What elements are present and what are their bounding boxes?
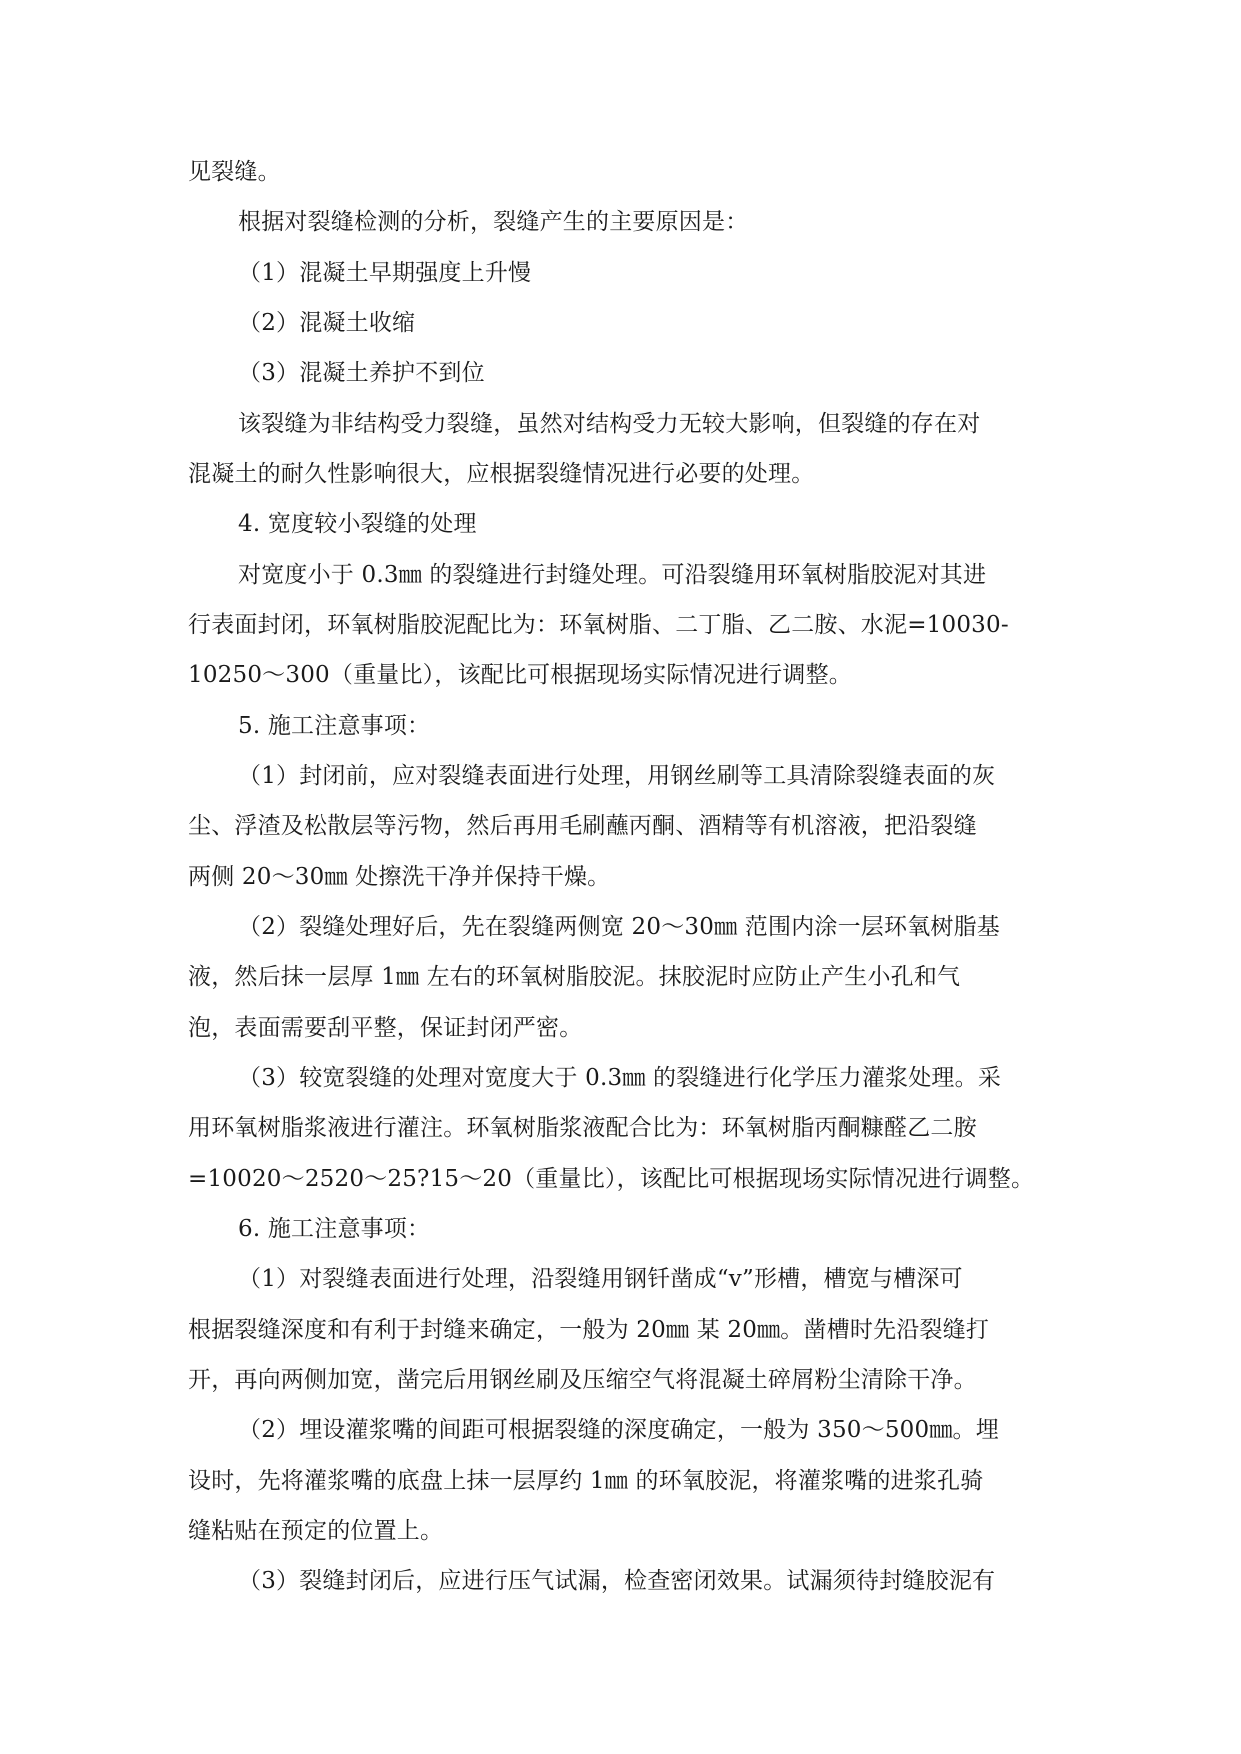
text-line: 见裂缝。 (188, 159, 281, 185)
text-line: 根据对裂缝检测的分析，裂缝产生的主要原因是： (238, 209, 749, 235)
text-line: 液，然后抹一层厚 1㎜ 左右的环氧树脂胶泥。抹胶泥时应防止产生小孔和气 (188, 964, 961, 990)
text-line: 用环氧树脂浆液进行灌注。环氧树脂浆液配合比为：环氧树脂丙酮糠醛乙二胺 (188, 1115, 977, 1141)
text-line: 10250～300（重量比），该配比可根据现场实际情况进行调整。 (188, 662, 852, 688)
list-item: （2）埋设灌浆嘴的间距可根据裂缝的深度确定，一般为 350～500㎜。埋 (238, 1417, 999, 1443)
text-line: 两侧 20～30㎜ 处擦洗干净并保持干燥。 (188, 864, 611, 890)
text-line: 缝粘贴在预定的位置上。 (188, 1518, 444, 1544)
text-line: 该裂缝为非结构受力裂缝，虽然对结构受力无较大影响，但裂缝的存在对 (238, 411, 981, 437)
list-item: （2）混凝土收缩 (238, 310, 416, 336)
list-item: （2）裂缝处理好后，先在裂缝两侧宽 20～30㎜ 范围内涂一层环氧树脂基 (238, 914, 1000, 940)
section-heading: 5. 施工注意事项： (238, 713, 431, 739)
text-line: 设时，先将灌浆嘴的底盘上抹一层厚约 1㎜ 的环氧胶泥，将灌浆嘴的进浆孔骑 (188, 1468, 984, 1494)
text-line: =10020～2520～25?15～20（重量比），该配比可根据现场实际情况进行调整。 (188, 1166, 1035, 1192)
text-line: 混凝土的耐久性影响很大，应根据裂缝情况进行必要的处理。 (188, 461, 815, 487)
text-line: 开，再向两侧加宽，凿完后用钢丝刷及压缩空气将混凝土碎屑粉尘清除干净。 (188, 1367, 977, 1393)
text-line: 行表面封闭，环氧树脂胶泥配比为：环氧树脂、二丁脂、乙二胺、水泥=10030- (188, 612, 1009, 638)
section-heading: 4. 宽度较小裂缝的处理 (238, 511, 477, 537)
text-line: 泡，表面需要刮平整，保证封闭严密。 (188, 1015, 583, 1041)
list-item: （1）对裂缝表面进行处理，沿裂缝用钢钎凿成“v”形槽，槽宽与槽深可 (238, 1266, 963, 1292)
list-item: （3）混凝土养护不到位 (238, 360, 485, 386)
section-heading: 6. 施工注意事项： (238, 1216, 431, 1242)
text-line: 尘、浮渣及松散层等污物，然后再用毛刷蘸丙酮、酒精等有机溶液，把沿裂缝 (188, 813, 977, 839)
list-item: （3）较宽裂缝的处理对宽度大于 0.3㎜ 的裂缝进行化学压力灌浆处理。采 (238, 1065, 1002, 1091)
text-line: 根据裂缝深度和有利于封缝来确定，一般为 20㎜ 某 20㎜。凿槽时先沿裂缝打 (188, 1317, 990, 1343)
list-item: （1）封闭前，应对裂缝表面进行处理，用钢丝刷等工具清除裂缝表面的灰 (238, 763, 996, 789)
text-line: 对宽度小于 0.3㎜ 的裂缝进行封缝处理。可沿裂缝用环氧树脂胶泥对其进 (238, 562, 987, 588)
list-item: （1）混凝土早期强度上升慢 (238, 260, 532, 286)
list-item: （3）裂缝封闭后，应进行压气试漏，检查密闭效果。试漏须待封缝胶泥有 (238, 1568, 996, 1594)
